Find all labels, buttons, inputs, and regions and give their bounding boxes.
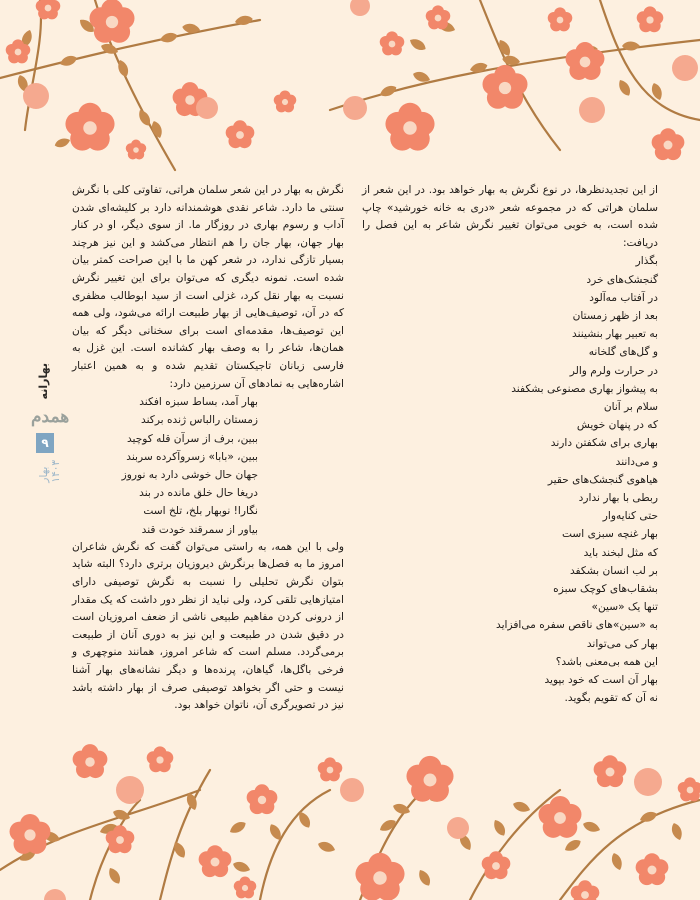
flower-icon <box>652 128 685 160</box>
flower-icon <box>73 744 108 778</box>
poem-line: بهاری برای شکفتن دارند <box>550 437 658 450</box>
poem-line: این همه بی‌معنی باشد؟ <box>555 655 658 668</box>
poem-line: به تعبیر بهار بنشینند <box>572 328 658 341</box>
leaf-icon <box>53 136 71 149</box>
paragraph-1: نگرش به بهار در این شعر سلمان هراتی، تفاوتی کلی با نگرش سنتی ما دارد. شاعر نقدی هوشمندانه دارد بر کلیشه‌ای شدن آداب و رسوم بهاری در روزگار ما. از سوی دیگر، او در کنار بهار جهان، بهار جان را هم انتظار می‌کشد و این نیز هرچند بسیار تازگی ندارد، در شعر کهن ما با این صراحت کمتر بیان شده است. نمونه دیگری که می‌توان برای این تغییر نگرش نسبت به بهار نقل کرد، غزلی است از سید ابوطالب مظفری که در آن، توصیف‌هایی از بهار طبیعت ارائه می‌شود، ولی همه این توصیف‌ها، مقدمه‌ای است برای سخنانی دیگر که بیان همان‌ها، شاعر را به وصف بهار کشانده است. این غزل به فارسی زبانان تاجیکستان تقدیم شده و به همین اعتبار اشاره‌هایی به نمادهای آن سرزمین دارد: <box>72 184 344 390</box>
leaf-icon <box>491 818 508 838</box>
flower-icon <box>548 7 573 31</box>
bud-icon <box>634 768 662 796</box>
poem-line: بهار آن است که خود بپوید <box>544 674 658 687</box>
leaf-icon <box>582 820 602 835</box>
poem-line: که در پنهان خویش <box>576 419 658 432</box>
poem-line: به «سین»های ناقص سفره می‌افزاید <box>496 619 658 632</box>
poem-line: بهار غنچه سبزی است <box>562 528 658 541</box>
leaf-icon <box>228 819 248 836</box>
flower-icon <box>637 6 664 32</box>
poem-line: سلام بر آنان <box>603 401 658 413</box>
poem-line: و گل‌های گلخانه <box>588 346 658 359</box>
page-number: ۹ <box>36 433 54 453</box>
poem-line: ببین، «بابا» زسروآکرده سربند <box>126 450 258 463</box>
poem-line: بعد از ظهر زمستان <box>572 309 658 322</box>
poem-line: گنجشک‌های خرد <box>586 273 658 286</box>
flower-icon <box>274 90 297 112</box>
bud-icon <box>672 55 698 81</box>
flower-icon <box>406 756 453 802</box>
poem-line: بشقاب‌های کوچک سبزه <box>553 583 658 596</box>
poem-line: در حرارت ولرم والر <box>569 364 658 377</box>
bud-icon <box>343 96 367 120</box>
poem-line: بگذار <box>635 255 658 268</box>
poem-line: و می‌دانند <box>615 455 658 468</box>
flower-icon <box>10 814 51 854</box>
poem-line: هیاهوی گنجشک‌های حقیر <box>547 473 658 486</box>
bud-icon <box>340 778 364 802</box>
leaf-icon <box>58 54 78 69</box>
bud-icon <box>447 817 469 839</box>
flower-icon <box>355 853 404 900</box>
issue-label: بهار ۱۴۰۳ <box>38 460 62 483</box>
poem-line: بهار کی می‌تواند <box>586 637 658 650</box>
stem <box>160 770 210 900</box>
poem-left <box>72 393 344 539</box>
poem-line: که مثل لبخند باید <box>583 546 658 559</box>
leaf-icon <box>616 78 633 98</box>
poem-line: جهان حال خوشی دارد به نوروز <box>121 468 258 481</box>
flower-icon <box>36 0 61 19</box>
poem-line: تنها یک «سین» <box>591 601 658 614</box>
poem-line: ببین، برف از سرآن قله کوچید <box>126 432 258 445</box>
leaf-icon <box>416 868 433 888</box>
poem-line: بهار آمد، بساط سبزه افکند <box>139 396 258 409</box>
leaf-icon <box>610 852 625 872</box>
leaf-icon <box>159 31 179 44</box>
flower-icon <box>318 757 343 781</box>
paragraph-2: ولی با این همه، به راستی می‌توان گفت که نگرش شاعران امروز ما به فصل‌ها برنگرش دیروزیان برتری دارد؟ البته شاید بتوان نگرش تحلیلی را نسبت به نگرش توصیفی دارای امتیازهایی تلقی کرد، ولی نباید از نظر دور داشت که یک مقدار از درونی کردن مفاهیم طبیعی ناشی از ضعف امروزیان است در دقیق شدن در طبیعت و این نیز به دوری آنان از طبیعت برمی‌گردد. مسلم است که شاعر امروز، همانند منوچهری و فرخی باگل‌ها، گیاهان، پرنده‌ها و دیگر نشانه‌های بهار آشنا نیست و حتی اگر بخواهد توصیفی صرف از بهار داشته باشد نیز در تصویرگری آن، ناتوان خواهد بود. <box>72 540 344 712</box>
flower-icon <box>147 746 174 772</box>
flower-icon <box>385 103 434 151</box>
leaf-icon <box>106 866 123 886</box>
flower-icon <box>594 755 627 787</box>
poem-line: دریغا حال خلق مانده در بند <box>139 487 258 500</box>
left-column <box>72 182 344 715</box>
poem-line: حتی کنایه‌وار <box>602 510 658 523</box>
poem-right <box>362 252 658 707</box>
flower-icon <box>226 120 255 148</box>
bud-icon <box>196 97 218 119</box>
flower-icon <box>482 65 527 109</box>
flower-icon <box>126 140 146 160</box>
bud-icon <box>23 83 49 109</box>
leaf-icon <box>512 800 532 815</box>
flower-icon <box>571 880 600 900</box>
flower-icon <box>426 5 451 29</box>
bud-icon <box>44 889 66 900</box>
bud-icon <box>116 776 144 804</box>
leaf-icon <box>317 840 337 855</box>
poem-line: نه آن که تقویم بگوید. <box>564 692 658 705</box>
leaf-icon <box>563 837 583 854</box>
section-title: بهارانه <box>37 363 50 400</box>
leaf-icon <box>408 36 428 53</box>
flower-icon <box>199 845 232 877</box>
flower-icon <box>566 42 605 80</box>
leaf-icon <box>670 822 685 842</box>
right-column <box>362 182 658 707</box>
bud-icon <box>579 97 605 123</box>
flower-icon <box>234 876 257 898</box>
leaf-icon <box>496 38 513 58</box>
flower-icon <box>247 784 278 814</box>
bud-icon <box>350 0 370 16</box>
stem <box>25 0 41 130</box>
magazine-logo: همدم <box>31 407 70 427</box>
poem-line: ربطی با بهار ندارد <box>578 492 658 505</box>
poem-line: بر لب انسان بشکفد <box>569 564 658 577</box>
poem-line: بیاور از سمرقند خودت قند <box>141 523 258 536</box>
flower-icon <box>636 853 669 885</box>
poem-line: زمستان رالباس ژنده برکند <box>141 414 258 427</box>
poem-line: به پیشواز بهاری مصنوعی بشکفند <box>511 382 658 395</box>
leaf-icon <box>232 860 252 875</box>
flower-icon <box>482 851 511 879</box>
flower-icon <box>65 103 114 151</box>
poem-line: نگارا! نوبهار بلخ، تلخ است <box>143 505 258 518</box>
flower-icon <box>678 777 700 801</box>
intro-paragraph: از این تجدیدنظرها، در نوع نگرش به بهار خواهد بود. در این شعر از سلمان هراتی که در مجموعه شعر «دری به خانه خورشید» چاپ شده است، به خوبی می‌توان تغییر نگرش شاعر به این فصل را دریافت: <box>362 184 658 249</box>
flower-icon <box>380 31 405 55</box>
poem-line: در آفتاب مه‌آلود <box>589 291 658 304</box>
